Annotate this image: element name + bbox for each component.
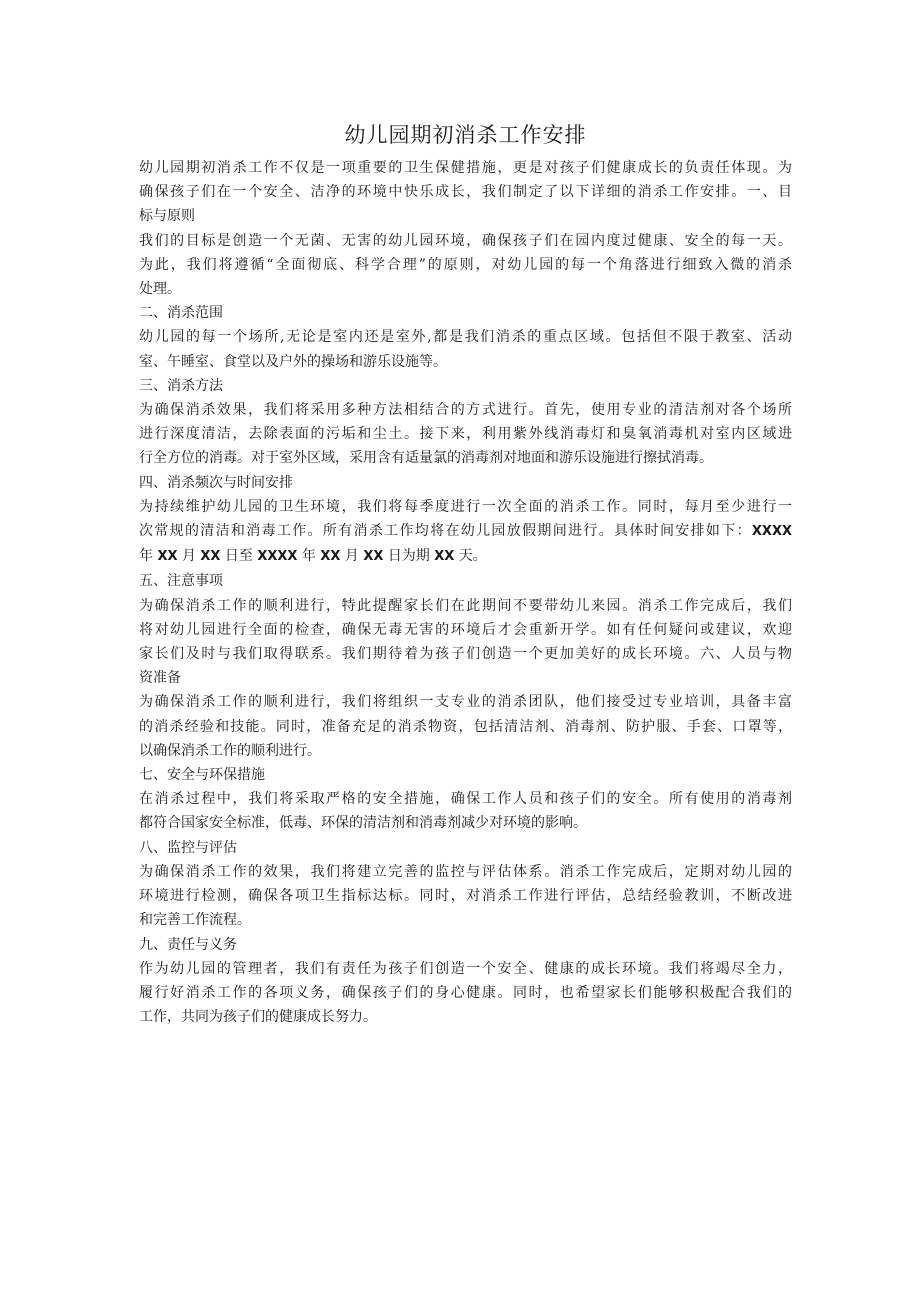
safety-line: 都符合国家安全标准，低毒、环保的清洁剂和消毒剂减少对环境的影响。 <box>139 815 587 832</box>
placeholder-month: XX <box>157 549 178 565</box>
notes-line: 家长们及时与我们取得联系。我们期待着为孩子们创造一个更加美好的成长环境。六、人员与物 <box>139 646 792 663</box>
unit-day2: 日为期 <box>387 548 430 565</box>
unit-month2: 月 <box>344 548 359 565</box>
intro-line: 我们的目标是创造一个无菌、无害的幼儿园环境，确保孩子们在园内度过健康、安全的每一天。 <box>139 232 792 249</box>
responsibility-line: 履行好消杀工作的各项义务，确保孩子们的身心健康。同时，也希望家长们能够积极配合我们的 <box>139 984 792 1001</box>
monitoring-line: 环境进行检测，确保各项卫生指标达标。同时，对消杀工作进行评估，总结经验教训，不断改进 <box>139 888 792 905</box>
section-heading-scope: 二、消杀范围 <box>139 305 223 322</box>
intro-paragraph <box>139 156 792 301</box>
section-heading-notes: 五、注意事项 <box>139 573 223 590</box>
placeholder-day2: XX <box>363 549 384 565</box>
placeholder-days: XX <box>434 549 455 565</box>
monitoring-line: 为确保消杀工作的效果，我们将建立完善的监控与评估体系。消杀工作完成后，定期对幼儿园的 <box>139 863 792 880</box>
intro-line: 为此，我们将遵循“全面彻底、科学合理”的原则，对幼儿园的每一个角落进行细致入微的消杀 <box>139 256 792 273</box>
notes-line: 为确保消杀工作的顺利进行，特此提醒家长们在此期间不要带幼儿来园。消杀工作完成后，我们 <box>139 597 792 614</box>
placeholder-year: XXXX <box>751 524 792 540</box>
scope-line: 室、午睡室、食堂以及户外的操场和游乐设施等。 <box>139 353 447 370</box>
intro-line: 幼儿园期初消杀工作不仅是一项重要的卫生保健措施，更是对孩子们健康成长的负责任体现。为 <box>139 160 792 176</box>
section-heading-methods: 三、消杀方法 <box>139 377 223 394</box>
section-heading-safety: 七、安全与环保措施 <box>139 767 265 784</box>
schedule-line <box>139 519 792 544</box>
schedule-line <box>139 544 792 569</box>
notes-line: 资准备 <box>139 670 181 687</box>
unit-year: 年 <box>139 548 153 565</box>
section-heading-monitoring: 八、监控与评估 <box>139 839 237 856</box>
placeholder-month2: XX <box>320 549 341 565</box>
notes-line: 将对幼儿园进行全面的检查，确保无毒无害的环境后才会重新开学。如有任何疑问或建议，欢迎 <box>139 621 792 638</box>
schedule-line: 为持续维护幼儿园的卫生环境，我们将每季度进行一次全面的消杀工作。同时，每月至少进行一 <box>139 498 792 515</box>
unit-days: 天。 <box>458 548 487 565</box>
scope-line: 幼儿园的每一个场所,无论是室内还是室外,都是我们消杀的重点区域。包括但不限于教室、活动 <box>139 329 792 346</box>
staff-line: 为确保消杀工作的顺利进行，我们将组织一支专业的消杀团队，他们接受过专业培训，具备丰富 <box>139 694 792 711</box>
schedule-text: 次常规的清洁和消毒工作。所有消杀工作均将在幼儿园放假期间进行。具体时间安排如下： <box>139 523 752 540</box>
intro-line: 确保孩子们在一个安全、洁净的环境中快乐成长，我们制定了以下详细的消杀工作安排。一、目 <box>139 184 792 201</box>
staff-line: 以确保消杀工作的顺利进行。 <box>139 742 321 759</box>
methods-line: 为确保消杀效果，我们将采用多种方法相结合的方式进行。首先，使用专业的清洁剂对各个场所 <box>139 402 792 419</box>
responsibility-line: 工作，共同为孩子们的健康成长努力。 <box>139 1009 377 1026</box>
staff-line: 的消杀经验和技能。同时，准备充足的消杀物资，包括清洁剂、消毒剂、防护服、手套、口罩等， <box>139 718 792 735</box>
intro-line: 标与原则 <box>139 208 195 225</box>
unit-month: 月 <box>181 548 196 565</box>
monitoring-line: 和完善工作流程。 <box>139 912 251 929</box>
safety-line: 在消杀过程中，我们将采取严格的安全措施，确保工作人员和孩子们的安全。所有使用的消毒剂 <box>139 791 792 808</box>
unit-year2: 年 <box>301 548 316 565</box>
document-page <box>139 118 792 1029</box>
responsibility-line: 作为幼儿园的管理者，我们有责任为孩子们创造一个安全、健康的成长环境。我们将竭尽全力， <box>139 960 792 977</box>
placeholder-year2: XXXX <box>257 549 298 565</box>
unit-day: 日至 <box>224 548 253 565</box>
methods-line: 进行深度清洁，去除表面的污垢和尘土。接下来，利用紫外线消毒灯和臭氧消毒机对室内区域进 <box>139 426 792 443</box>
section-heading-schedule: 四、消杀频次与时间安排 <box>139 474 293 491</box>
document-title: 幼儿园期初消杀工作安排 <box>344 123 587 147</box>
methods-line: 行全方位的消毒。对于室外区域，采用含有适量氯的消毒剂对地面和游乐设施进行擦拭消毒。 <box>139 450 713 467</box>
placeholder-day: XX <box>200 549 221 565</box>
section-heading-responsibility: 九、责任与义务 <box>139 936 237 953</box>
intro-line: 处理。 <box>139 281 181 298</box>
